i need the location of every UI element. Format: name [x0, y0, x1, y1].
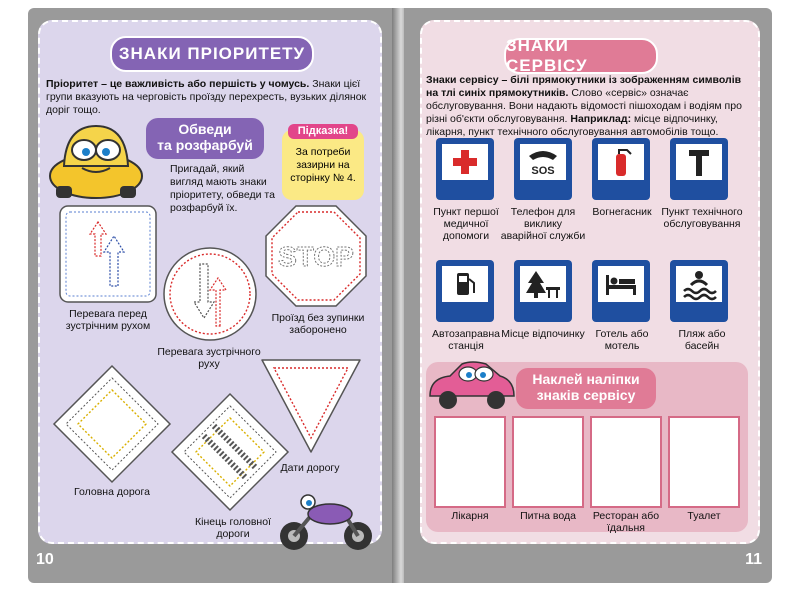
rest-area-sign: [514, 260, 572, 322]
sign-label-rest-area: Місце відпочинку: [501, 328, 585, 340]
swimmer-icon: [682, 269, 716, 299]
sticker-slot-hospital[interactable]: [434, 416, 506, 508]
service-intro: Знаки сервісу – білі прямокутники із зображенням символів на тлі синіх прямокутників. Слово «сервіс» означає обслуговування. Вони надають відомості пішоходам і водіям про різні об'єкти обслуговування. Наприклад: місце відпочинку, лікарня, пункт технічного обслуговування автомобілів тощо.: [426, 74, 742, 138]
bed-icon: [604, 271, 638, 297]
hotel-sign: [592, 260, 650, 322]
sign-label-oncoming-priority: Перевага зустрічного руху: [157, 346, 261, 370]
service-station-sign: [670, 138, 728, 200]
sign-label-yield: Дати дорогу: [280, 462, 340, 474]
priority-over-oncoming-sign: [58, 204, 158, 304]
first-aid-cross-icon: [451, 148, 479, 176]
priority-intro: Пріоритет – це важливість або першість у чомусь. Знаки цієї групи вказують на черговість проїзду перехресть, вузьких ділянок доріг тощо.: [46, 78, 367, 116]
gas-station-sign: [436, 260, 494, 322]
picnic-tree-icon: [526, 269, 560, 299]
left-page-title: ЗНАКИ ПРІОРИТЕТУ: [110, 36, 314, 72]
sticker-label-restaurant: Ресторан або їдальня: [592, 510, 660, 534]
yellow-car-icon: [46, 116, 146, 200]
pink-car-icon: [426, 356, 516, 412]
sticker-label-hospital: Лікарня: [451, 510, 489, 522]
sign-label-service-station: Пункт технічного обслуговування: [661, 206, 743, 230]
motorcycle-icon: [278, 488, 374, 552]
yield-sign: [256, 356, 366, 456]
right-page: [404, 8, 772, 583]
hint-text: За потреби зазирни на сторінку № 4.: [290, 146, 356, 184]
fire-extinguisher-icon: [607, 146, 635, 178]
sign-label-main-road: Головна дорога: [74, 486, 150, 498]
sos-phone-icon: [523, 146, 563, 178]
sign-label-stop: Проїзд без зупинки заборонено: [271, 312, 365, 336]
left-page: [28, 8, 398, 583]
first-aid-sign: [436, 138, 494, 200]
sign-label-emergency-phone: Телефон для виклику аварійної служби: [500, 206, 586, 242]
right-page-title: ЗНАКИ СЕРВІСУ: [504, 38, 658, 74]
fire-extinguisher-sign: [592, 138, 650, 200]
hint-box: [282, 125, 364, 200]
hint-title: Підказка!: [288, 124, 358, 139]
sos-text: SOS: [531, 165, 555, 177]
sticker-label-toilet: Туалет: [687, 510, 721, 522]
wrench-icon: [685, 146, 713, 178]
sign-label-priority-over-oncoming: Перевага перед зустрічним рухом: [65, 308, 151, 332]
sticker-title: Наклей наліпки знаків сервісу: [516, 368, 656, 409]
sign-label-fire-extinguisher: Вогнегасник: [592, 206, 652, 218]
sticker-label-drinking-water: Питна вода: [520, 510, 576, 522]
stop-text: STOP: [278, 241, 354, 272]
page-number-right: 11: [745, 551, 762, 568]
sign-label-gas-station: Автозаправна станція: [432, 328, 500, 352]
oncoming-priority-sign: [162, 246, 258, 342]
sign-label-beach: Пляж або басейн: [678, 328, 726, 352]
sticker-slot-toilet[interactable]: [668, 416, 740, 508]
page-number-left: 10: [36, 551, 54, 568]
main-road-sign: [52, 364, 172, 484]
sign-label-hotel: Готель або мотель: [595, 328, 649, 352]
task-text: Пригадай, який вигляд мають знаки пріоритету, обведи та розфарбуй їх.: [170, 163, 275, 214]
sticker-slot-restaurant[interactable]: [590, 416, 662, 508]
beach-sign: [670, 260, 728, 322]
stop-sign: [264, 204, 368, 308]
task-title: Обведи та розфарбуй: [146, 118, 264, 159]
sign-label-first-aid: Пункт першої медичної допомоги: [433, 206, 499, 242]
emergency-phone-sign: [514, 138, 572, 200]
sticker-slot-drinking-water[interactable]: [512, 416, 584, 508]
sign-label-end-of-main-road: Кінець головної дороги: [195, 516, 271, 540]
fuel-pump-icon: [451, 269, 479, 299]
